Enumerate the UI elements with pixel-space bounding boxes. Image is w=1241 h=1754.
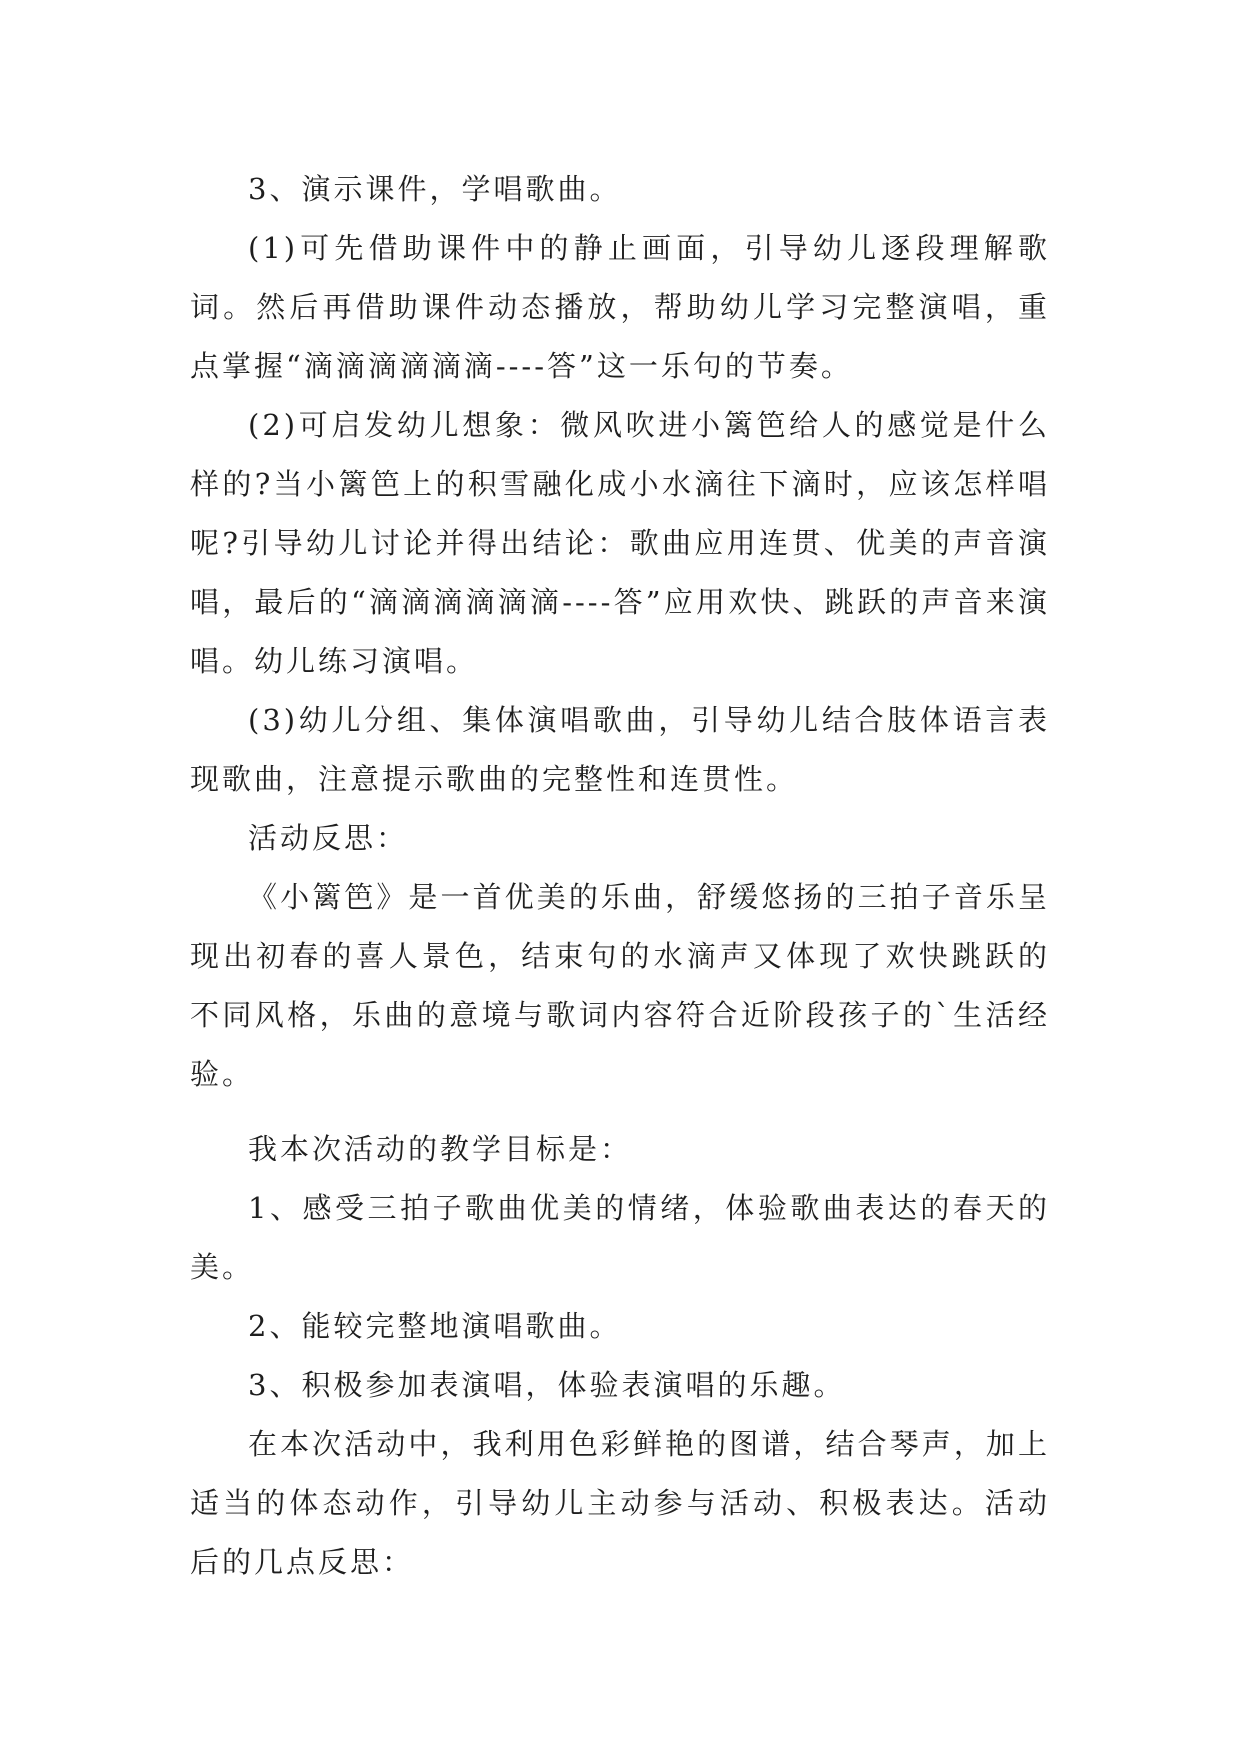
paragraph-step-3-1: (1)可先借助课件中的静止画面，引导幼儿逐段理解歌词。然后再借助课件动态播放，帮助幼儿学习完整演唱，重点掌握“滴滴滴滴滴滴----答”这一乐句的节奏。: [190, 231, 1050, 383]
goal-item-1: 1、感受三拍子歌曲优美的情绪，体验歌曲表达的春天的美。: [190, 1191, 1050, 1284]
goal-item-3: 3、积极参加表演唱，体验表演唱的乐趣。: [248, 1368, 846, 1402]
goal-item-2: 2、能较完整地演唱歌曲。: [248, 1309, 622, 1343]
paragraph-activity-summary: 在本次活动中，我利用色彩鲜艳的图谱，结合琴声，加上适当的体态动作，引导幼儿主动参与活动、积极表达。活动后的几点反思：: [190, 1427, 1050, 1579]
document-body: [190, 160, 1050, 1592]
paragraph-step-3-2: (2)可启发幼儿想象：微风吹进小篱笆给人的感觉是什么样的?当小篱笆上的积雪融化成小水滴往下滴时，应该怎样唱呢?引导幼儿讨论并得出结论：歌曲应用连贯、优美的声音演唱，最后的“滴滴滴滴滴滴----答”应用欢快、跳跃的声音来演唱。幼儿练习演唱。: [190, 408, 1050, 678]
section-heading-reflection: 活动反思：: [248, 821, 409, 855]
paragraph-step-3: 3、演示课件，学唱歌曲。: [248, 172, 622, 206]
paragraph-goals-intro: 我本次活动的教学目标是：: [248, 1132, 633, 1166]
paragraph-step-3-3: (3)幼儿分组、集体演唱歌曲，引导幼儿结合肢体语言表现歌曲，注意提示歌曲的完整性和连贯性。: [190, 703, 1050, 796]
paragraph-song-description: 《小篱笆》是一首优美的乐曲，舒缓悠扬的三拍子音乐呈现出初春的喜人景色，结束句的水滴声又体现了欢快跳跃的不同风格，乐曲的意境与歌词内容符合近阶段孩子的`生活经验。: [190, 880, 1050, 1091]
